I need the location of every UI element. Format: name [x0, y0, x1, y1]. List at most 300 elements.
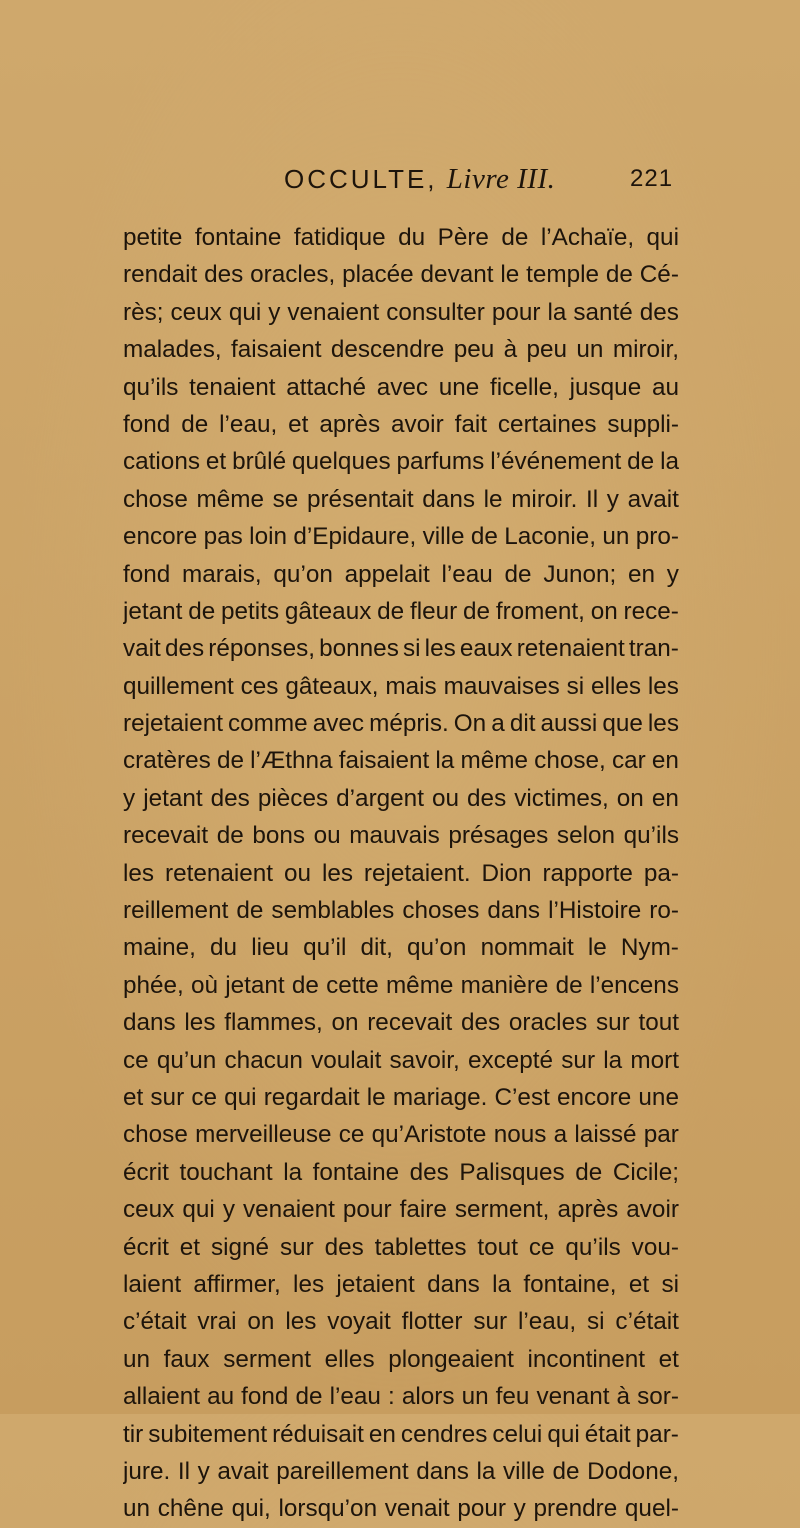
word: une: [438, 373, 480, 401]
word: le: [500, 261, 520, 289]
word: on: [247, 1308, 275, 1336]
word: et: [628, 1270, 650, 1298]
word: la: [547, 298, 567, 326]
word: on: [331, 1009, 359, 1037]
word: qui: [646, 224, 679, 251]
word: certaines: [497, 410, 597, 438]
text-line: [123, 481, 679, 518]
word: semblables: [271, 897, 395, 925]
text-line: [123, 630, 679, 667]
word: jetant: [123, 597, 183, 625]
text-line: [123, 1453, 679, 1490]
word: jetaient: [336, 1270, 415, 1298]
word: par-: [635, 1420, 679, 1448]
text-line: [123, 967, 679, 1004]
word: sur: [561, 1046, 596, 1074]
word: était: [584, 1420, 631, 1448]
word: elles: [324, 1345, 375, 1373]
word: jetant: [225, 971, 285, 999]
word: quillement: [123, 672, 234, 700]
word: celui: [492, 1420, 543, 1448]
word: mort: [630, 1046, 679, 1074]
word: la: [492, 1270, 512, 1298]
word: avec: [376, 373, 429, 401]
word: venaient: [243, 1196, 335, 1224]
text-line: [123, 817, 679, 854]
word: pa-: [643, 859, 679, 887]
word: avoir: [626, 1196, 679, 1224]
word: jetant: [143, 784, 203, 812]
word: faisaient: [230, 336, 322, 364]
text-line: [123, 1266, 679, 1303]
word: malades,: [123, 336, 222, 364]
word: de: [470, 523, 498, 551]
word: incontinent: [527, 1345, 646, 1373]
word: une: [638, 1083, 679, 1111]
word: aussi: [540, 710, 598, 738]
word: l’Achaïe,: [540, 224, 635, 251]
word: :: [388, 1383, 395, 1411]
text-line: [123, 1490, 679, 1527]
word: gâteaux: [284, 597, 372, 625]
word: touchant: [179, 1158, 273, 1186]
word: loin: [249, 523, 287, 551]
word: qu’on: [273, 560, 333, 588]
word: y: [197, 1457, 210, 1485]
word: sur: [595, 1009, 630, 1037]
word: après: [557, 1196, 619, 1224]
running-title-caps: OCCULTE,: [284, 164, 438, 194]
word: au: [207, 1383, 235, 1411]
word: ro-: [649, 897, 679, 925]
word: venaient: [287, 298, 380, 326]
word: et: [288, 410, 309, 438]
word: recevait: [123, 822, 209, 850]
word: en: [368, 1420, 396, 1448]
word: de: [463, 597, 491, 625]
word: alors: [401, 1383, 455, 1411]
word: jure.: [123, 1457, 171, 1485]
word: le: [483, 485, 503, 513]
body-text: [123, 219, 679, 1528]
word: un: [123, 1345, 151, 1373]
text-line: [123, 593, 679, 630]
word: les: [321, 859, 353, 887]
word: Père: [437, 224, 489, 251]
word: un: [576, 336, 604, 364]
page-number: 221: [630, 165, 674, 192]
word: de: [627, 448, 655, 476]
word: temple: [526, 261, 600, 289]
text-line: [123, 1378, 679, 1415]
word: bons: [252, 822, 306, 850]
word: qui: [224, 1083, 257, 1111]
word: cendres: [400, 1420, 488, 1448]
word: de: [236, 897, 264, 925]
word: nommait: [480, 934, 574, 962]
word: bonnes: [319, 635, 399, 663]
word: santé: [573, 298, 633, 326]
word: si: [661, 1270, 679, 1298]
text-line: [123, 1416, 679, 1453]
word: ficelle,: [490, 373, 559, 401]
word: lorsqu’on: [278, 1495, 378, 1523]
word: manière: [460, 971, 549, 999]
word: des: [639, 298, 679, 326]
word: ce: [528, 1233, 555, 1261]
word: voyait: [327, 1308, 391, 1336]
word: chose: [123, 1121, 188, 1149]
word: tir: [123, 1420, 144, 1448]
word: réponses,: [208, 635, 315, 663]
word: a: [553, 1121, 568, 1149]
word: eaux: [459, 635, 513, 663]
word: de: [295, 1383, 323, 1411]
word: de: [504, 560, 532, 588]
word: de: [181, 410, 209, 438]
word: C’est: [494, 1083, 550, 1111]
word: l’eau,: [219, 410, 278, 438]
word: l’encens: [589, 971, 679, 999]
text-line: [123, 331, 679, 368]
word: tran-: [628, 635, 679, 663]
word: et: [123, 1083, 144, 1111]
text-line: [123, 219, 679, 256]
text-line: [123, 705, 679, 742]
word: fontaine,: [523, 1270, 617, 1298]
word: car: [611, 747, 646, 775]
word: pareillement: [276, 1457, 409, 1485]
word: affirmer,: [193, 1270, 281, 1298]
word: ce: [191, 1083, 217, 1111]
word: savoir,: [389, 1046, 460, 1074]
word: qu’ils: [565, 1233, 621, 1261]
word: avait: [627, 485, 679, 513]
word: Dodone,: [587, 1457, 679, 1485]
word: y: [222, 1196, 235, 1224]
text-line: [123, 1116, 679, 1153]
word: qu’ils: [623, 822, 679, 850]
word: c’était: [123, 1308, 187, 1336]
word: fatidique: [293, 224, 386, 251]
text-line: [123, 855, 679, 892]
text-line: [123, 1079, 679, 1116]
word: des: [204, 261, 244, 289]
word: l’Histoire: [548, 897, 642, 925]
word: se: [272, 485, 299, 513]
word: comme: [228, 710, 308, 738]
word: peu: [453, 336, 495, 364]
word: Dion: [481, 859, 532, 887]
text-line: [123, 1229, 679, 1266]
word: cette: [326, 971, 379, 999]
word: dans: [123, 1009, 176, 1037]
word: chêne: [157, 1495, 224, 1523]
word: faire: [399, 1196, 447, 1224]
word: qu’on: [407, 934, 467, 962]
word: petite: [123, 224, 183, 251]
word: sur: [279, 1233, 314, 1261]
word: ou: [431, 784, 460, 812]
word: ceux: [170, 298, 222, 326]
text-line: [123, 369, 679, 406]
word: les: [424, 635, 456, 663]
text-line: [123, 742, 679, 779]
running-head: [0, 163, 800, 203]
word: reillement: [123, 897, 229, 925]
word: Nym-: [620, 934, 679, 962]
word: faisaient: [338, 747, 430, 775]
word: laient: [123, 1270, 182, 1298]
text-line: [123, 1042, 679, 1079]
word: rece-: [623, 597, 679, 625]
word: appelait: [344, 560, 430, 588]
word: encore: [556, 1083, 632, 1111]
word: jusque: [569, 373, 642, 401]
word: rendait: [123, 261, 198, 289]
word: serment: [223, 1345, 311, 1373]
word: qui: [228, 298, 262, 326]
word: les: [123, 859, 155, 887]
word: Cé-: [639, 261, 679, 289]
word: mariage.: [392, 1083, 488, 1111]
word: brûlé: [232, 448, 287, 476]
word: sor-: [637, 1383, 679, 1411]
word: allaient: [123, 1383, 200, 1411]
word: les: [184, 1009, 216, 1037]
word: a: [491, 710, 505, 738]
word: l’Æthna: [250, 747, 333, 775]
text-line: [123, 256, 679, 293]
word: voulait: [311, 1046, 382, 1074]
word: en: [628, 560, 656, 588]
text-line: [123, 780, 679, 817]
word: mépris.: [369, 710, 449, 738]
word: le: [587, 934, 607, 962]
word: par: [643, 1121, 679, 1149]
word: ou: [283, 859, 312, 887]
word: retenaient: [516, 635, 625, 663]
word: miroir,: [612, 336, 679, 364]
word: même: [385, 971, 454, 999]
word: dit,: [360, 934, 393, 962]
word: l’événement: [490, 448, 622, 476]
word: au: [651, 373, 679, 401]
text-line: [123, 1303, 679, 1340]
word: On: [453, 710, 487, 738]
word: pas: [203, 523, 243, 551]
word: rejetaient.: [363, 859, 471, 887]
word: y: [606, 485, 619, 513]
word: même: [196, 485, 264, 513]
word: pour: [491, 298, 541, 326]
word: la: [660, 448, 679, 476]
word: si: [586, 1308, 605, 1336]
word: devant: [420, 261, 494, 289]
word: signé: [210, 1233, 270, 1261]
word: oracles,: [250, 261, 336, 289]
word: en: [651, 747, 679, 775]
word: la: [283, 1158, 303, 1186]
text-line: [123, 1154, 679, 1191]
word: ces: [240, 672, 279, 700]
word: la: [603, 1046, 623, 1074]
word: l’eau,: [518, 1308, 577, 1336]
running-title: [284, 163, 555, 196]
word: qui,: [231, 1495, 271, 1523]
word: serment,: [454, 1196, 550, 1224]
word: vait: [123, 635, 161, 663]
word: dans: [427, 1270, 480, 1298]
word: lieu: [251, 934, 290, 962]
word: ce: [338, 1121, 365, 1149]
text-line: [123, 668, 679, 705]
word: qui: [547, 1420, 580, 1448]
word: oracles: [508, 1009, 588, 1037]
word: venant: [536, 1383, 610, 1411]
word: d’Epidaure,: [293, 523, 417, 551]
word: mauvaises: [443, 672, 560, 700]
word: attaché: [286, 373, 366, 401]
text-line: [123, 556, 679, 593]
word: pro-: [635, 523, 679, 551]
word: réduisait: [272, 1420, 364, 1448]
word: les: [285, 1308, 317, 1336]
word: qu’ils: [123, 373, 179, 401]
text-line: [123, 443, 679, 480]
word: on: [616, 784, 644, 812]
word: de: [216, 747, 244, 775]
word: regardait: [263, 1083, 360, 1111]
word: suppli-: [607, 410, 679, 438]
word: un: [123, 1495, 151, 1523]
word: fait: [454, 410, 487, 438]
text-line: [123, 1341, 679, 1378]
word: froment,: [495, 597, 585, 625]
word: subitement: [148, 1420, 268, 1448]
word: pièces: [257, 784, 329, 812]
word: que: [602, 710, 643, 738]
word: même: [460, 747, 528, 775]
word: mauvais: [349, 822, 440, 850]
word: rejetaient: [123, 710, 223, 738]
word: quelques: [292, 448, 391, 476]
word: dans: [416, 1457, 469, 1485]
text-line: [123, 929, 679, 966]
word: un: [602, 523, 630, 551]
word: d’argent: [336, 784, 424, 812]
word: de: [291, 971, 319, 999]
word: consulter: [386, 298, 485, 326]
word: et: [205, 448, 227, 476]
word: fond: [241, 1383, 289, 1411]
word: qu’il: [303, 934, 347, 962]
word: des: [324, 1233, 364, 1261]
word: des: [164, 635, 205, 663]
word: retenaient: [164, 859, 274, 887]
word: des: [467, 784, 507, 812]
text-line: [123, 294, 679, 331]
word: peu: [526, 336, 568, 364]
word: encore: [123, 523, 198, 551]
word: présages: [448, 822, 549, 850]
word: elles: [591, 672, 642, 700]
word: maine,: [123, 934, 196, 962]
word: chose,: [534, 747, 606, 775]
word: et: [179, 1233, 201, 1261]
word: cratères: [123, 747, 211, 775]
word: pour: [457, 1495, 506, 1523]
word: fleur: [409, 597, 458, 625]
word: plongeaient: [388, 1345, 514, 1373]
word: présentait: [306, 485, 414, 513]
word: la: [476, 1457, 496, 1485]
word: de: [555, 971, 583, 999]
word: avoir: [391, 410, 444, 438]
word: miroir.: [511, 485, 578, 513]
word: les: [647, 710, 679, 738]
word: rapporte: [542, 859, 633, 887]
word: victimes,: [514, 784, 609, 812]
word: selon: [556, 822, 616, 850]
word: qui: [182, 1196, 215, 1224]
word: ville: [422, 523, 465, 551]
word: fontaine: [194, 224, 282, 251]
word: Cicile;: [612, 1158, 679, 1186]
word: si: [566, 672, 585, 700]
word: de: [501, 224, 529, 251]
word: petits: [221, 597, 280, 625]
word: la: [435, 747, 455, 775]
word: le: [366, 1083, 386, 1111]
word: fontaine: [312, 1158, 400, 1186]
word: après: [319, 410, 381, 438]
word: ceux: [123, 1196, 175, 1224]
word: marais,: [182, 560, 262, 588]
word: merveilleuse: [195, 1121, 332, 1149]
word: l’eau: [329, 1383, 381, 1411]
word: avait: [217, 1457, 269, 1485]
word: fond: [123, 410, 171, 438]
word: écrit: [123, 1158, 169, 1186]
word: de: [188, 597, 216, 625]
word: y: [268, 298, 281, 326]
word: du: [398, 224, 426, 251]
word: y: [666, 560, 679, 588]
word: choses: [402, 897, 480, 925]
word: vou-: [631, 1233, 679, 1261]
word: de: [216, 822, 244, 850]
word: on: [590, 597, 618, 625]
word: les: [647, 672, 679, 700]
word: dit: [509, 710, 536, 738]
word: rès;: [123, 298, 164, 326]
text-line: [123, 406, 679, 443]
text-line: [123, 1004, 679, 1041]
word: venait: [384, 1495, 450, 1523]
word: de: [552, 1457, 580, 1485]
word: du: [210, 934, 238, 962]
word: tenaient: [189, 373, 276, 401]
word: y: [123, 784, 136, 812]
word: des: [409, 1158, 449, 1186]
word: de: [605, 261, 633, 289]
word: flammes,: [224, 1009, 323, 1037]
word: tablettes: [374, 1233, 467, 1261]
word: chacun: [224, 1046, 303, 1074]
word: feu: [495, 1383, 530, 1411]
word: Junon;: [543, 560, 617, 588]
